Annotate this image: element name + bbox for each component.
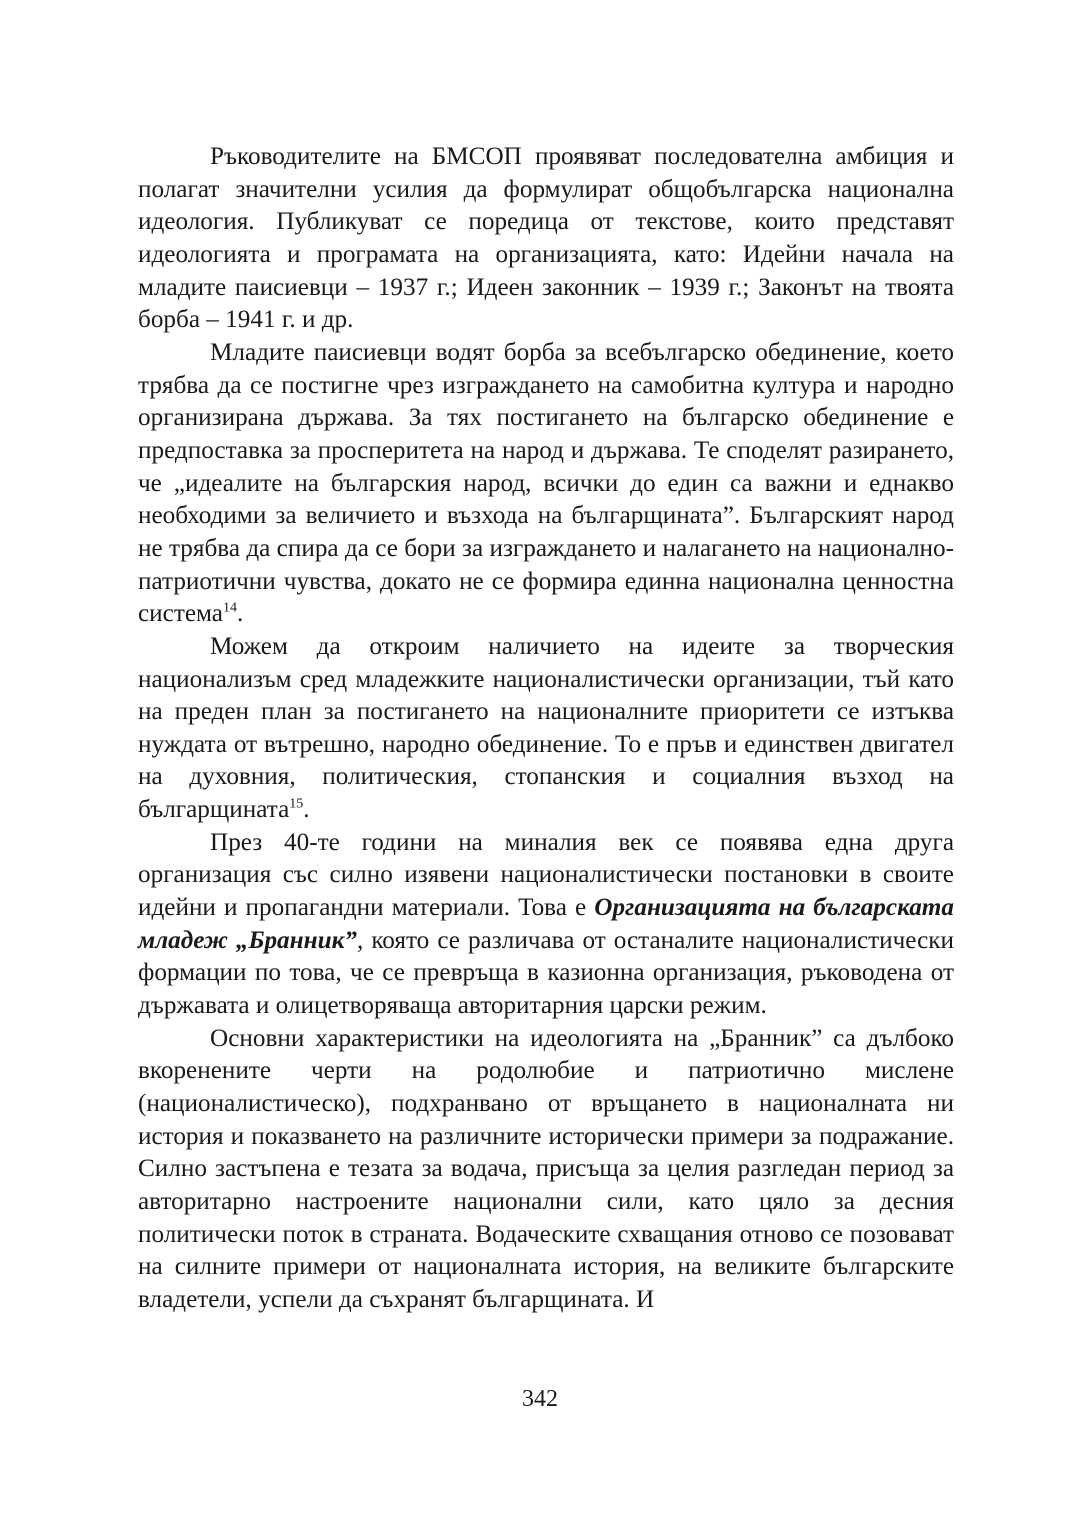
paragraph-2-end: . — [236, 600, 244, 628]
paragraph-3 — [138, 631, 954, 827]
paragraph-4-text-after: , която се различава от останалите националистически формации по това, че се превръща в казионна организация, ръководена от държавата и олицетворяваща авторитарния царски режим. — [138, 926, 955, 1020]
paragraph-3-end: . — [303, 796, 310, 824]
paragraph-4-text-before: През 40-те години на миналия век се появява една друга организация със силно изявени националистически постановки в своите идейни и пропагандни материали. Това е — [138, 828, 954, 922]
page-number: 342 — [522, 1386, 558, 1412]
paragraph-1-text: Ръководителите на БМСОП проявяват последователна амбиция и полагат значителни усилия да формулират общобългарска национална идеология. Публикуват се поредица от текстове, които представят идеологията и програмата на организацията, като: Идейни начала на младите паисиевци – 1937 г.; Идеен законник – 1939 г.; Законът на твоята борба – 1941 г. и др. — [138, 143, 954, 334]
paragraph-4 — [138, 827, 954, 1023]
paragraph-5-text: Основни характеристики на идеологията на „Бранник” са дълбоко вкоренените черти на родолюбие и патриотично мислене (националистическо), подхранвано от връщането в националната ни история и показването на различните исторически примери за подражание. Силно застъпена е тезата за водача, присъща за целия разгледан период за авторитарно настроените национални сили, като цяло за десния политически поток в страната. Водаческите схващания отново се позовават на силните примери от националната история, на великите българските владетели, успели да съхранят българщината. И — [138, 1024, 954, 1313]
paragraph-5 — [138, 1023, 954, 1317]
paragraph-3-text: Можем да откроим наличието на идеите за творческия национализъм сред младежките националистически организации, тъй като на преден план за постигането на националните приоритети се изтъква нуждата от вътрешно, народно обединение. То е пръв и единствен двигател на духовния, политическия, стопанския и социалния възход на българщината — [138, 632, 954, 824]
paragraph-2 — [138, 337, 954, 631]
organization-name-emphasis: Организацията на българската младеж „Бранник” — [138, 894, 954, 954]
paragraph-2-text: Младите паисиевци водят борба за всебългарско обединение, което трябва да се постигне чрез изграждането на самобитна култура и народно организирана държава. За тях постигането на българско обединение е предпоставка за просперитета на народ и държава. Те споделят разирането, че „идеалите на българския народ, всички до един са важни и еднакво необходими за величието и възхода на българщината”. Българският народ не трябва да спира да се бори за изграждането и налагането на национално-патриотични чувства, докато не се формира единна национална ценностна система — [138, 338, 954, 628]
paragraph-1 — [138, 141, 954, 337]
body-text — [138, 141, 954, 1317]
footnote-ref-14[interactable]: 14 — [222, 600, 237, 616]
footnote-ref-15[interactable]: 15 — [289, 796, 304, 812]
